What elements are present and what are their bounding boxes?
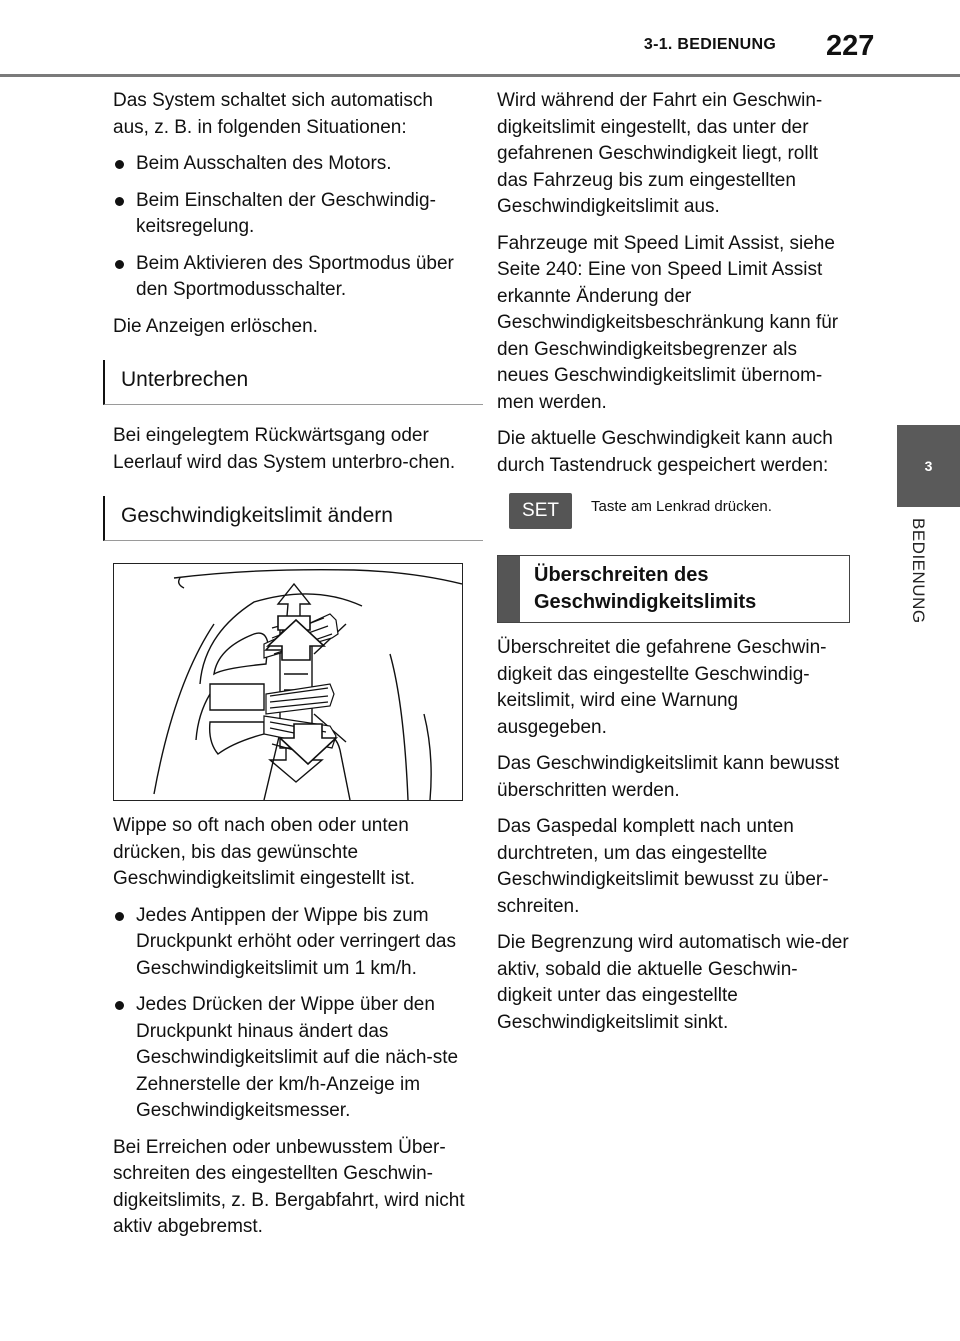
set-instruction: Taste am Lenkrad drücken. <box>591 498 772 515</box>
steering-wheel-illustration <box>113 563 463 801</box>
list-item: Beim Ausschalten des Motors. <box>113 151 468 178</box>
list-item: Beim Einschalten der Geschwindig-keitsregelung. <box>113 188 468 241</box>
heading-accent-bar <box>498 556 520 622</box>
section-title: 3-1. BEDIENUNG <box>643 36 777 53</box>
rocker-paragraph: Wippe so oft nach oben oder unten drücken, bis das gewünschte Geschwindigkeitslimit eingestellt ist. <box>113 815 416 889</box>
exceed-warning-paragraph: Überschreitet die gefahrene Geschwin-digkeit das eingestellte Geschwindig-keitslimit, wird eine Warnung ausgegeben. <box>497 637 827 738</box>
save-speed-paragraph: Die aktuelle Geschwindigkeit kann auch durch Tastendruck gespeichert werden: <box>497 428 833 476</box>
below-limit-paragraph: Wird während der Fahrt ein Geschwin-digkeitslimit eingestellt, das unter der gefahrenen Geschwindigkeit liegt, rollt das Fahrzeug bis zum eingestellten Geschwindigkeitslimit aus. <box>497 90 823 217</box>
rocker-list <box>113 903 468 1125</box>
chapter-tab[interactable] <box>897 425 960 507</box>
chapter-label: BEDIENUNG <box>909 518 928 624</box>
exceed-intent-paragraph: Das Geschwindigkeitslimit kann bewusst überschritten werden. <box>497 753 840 801</box>
reactivate-paragraph: Die Begrenzung wird automatisch wie-der aktiv, sobald die aktuelle Geschwin-digkeit unter das eingestellte Geschwindigkeitslimit sinkt. <box>497 932 849 1033</box>
overrun-paragraph: Bei Erreichen oder unbewusstem Über-schreiten des eingestellten Geschwin-digkeitslimits, z. B. Bergabfahrt, wird nicht aktiv abgebremst. <box>113 1136 465 1237</box>
displays-off-paragraph: Die Anzeigen erlöschen. <box>113 315 318 337</box>
exceed-heading: Überschreiten des Geschwindigkeitslimits <box>534 564 757 613</box>
exceed-heading-box <box>497 555 850 623</box>
page-number: 227 <box>826 30 875 62</box>
chapter-number: 3 <box>924 458 933 474</box>
list-item: Beim Aktivieren des Sportmodus über den Sportmodusschalter. <box>113 251 468 304</box>
heading-change-limit: Geschwindigkeitslimit ändern <box>103 496 483 541</box>
situations-list <box>113 151 468 304</box>
pedal-paragraph: Das Gaspedal komplett nach unten durchtreten, um das eingestellte Geschwindigkeitslimit bewusst zu über-schreiten. <box>497 816 829 917</box>
set-instruction-row <box>509 493 852 529</box>
speed-limit-assist-paragraph: Fahrzeuge mit Speed Limit Assist, siehe Seite 240: Eine von Speed Limit Assist erkannte Änderung der Geschwindigkeitsbeschränkung kann für den Geschwindigkeitsbegrenzer als neues Geschwindigkeitslimit übernom-men werden. <box>497 232 839 413</box>
set-button-icon: SET <box>509 493 572 529</box>
heading-interrupt: Unterbrechen <box>103 360 483 405</box>
header-divider <box>0 74 960 77</box>
right-column <box>497 88 852 1046</box>
intro-paragraph: Das System schaltet sich automatisch aus, z. B. in folgenden Situationen: <box>113 90 433 138</box>
list-item: Jedes Antippen der Wippe bis zum Druckpunkt erhöht oder verringert das Geschwindigkeitslimit um 1 km/h. <box>113 903 468 983</box>
list-item: Jedes Drücken der Wippe über den Druckpunkt hinaus ändert das Geschwindigkeitslimit auf die näch-ste Zehnerstelle der km/h-Anzeige im Geschwindigkeitsmesser. <box>113 992 468 1125</box>
interrupt-paragraph: Bei eingelegtem Rückwärtsgang oder Leerlauf wird das System unterbro-chen. <box>113 425 456 473</box>
left-column <box>113 88 468 1251</box>
